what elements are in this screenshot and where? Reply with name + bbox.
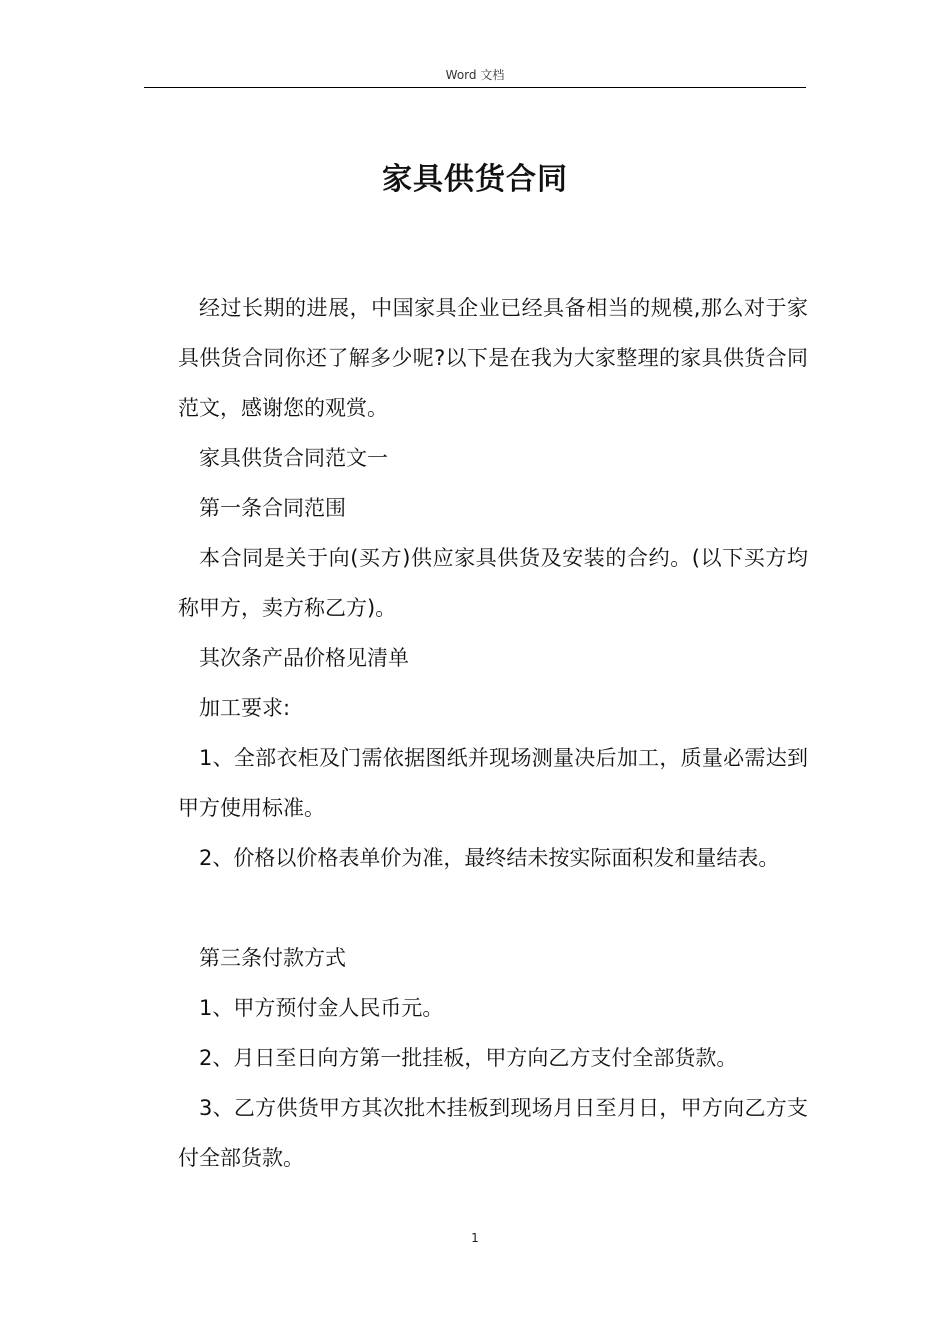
document-title: 家具供货合同 — [382, 162, 568, 197]
article1-heading: 第一条合同范围 — [199, 496, 346, 520]
processing-heading: 加工要求: — [199, 696, 291, 720]
sample-heading: 家具供货合同范文一 — [199, 446, 388, 470]
payment-item-3: 3、乙方供货甲方其次批木挂板到现场月日至月日，甲方向乙方支付全部货款。 — [178, 1096, 808, 1170]
page-number: 1 — [471, 1231, 479, 1245]
processing-item-1: 1、全部衣柜及门需依据图纸并现场测量决后加工，质量必需达到甲方使用标准。 — [178, 746, 808, 820]
article3-heading: 第三条付款方式 — [199, 946, 346, 970]
payment-item-1: 1、甲方预付金人民币元。 — [199, 996, 444, 1020]
processing-item-2: 2、价格以价格表单价为准，最终结未按实际面积发和量结表。 — [199, 846, 780, 870]
intro-paragraph: 经过长期的进展，中国家具企业已经具备相当的规模,那么对于家具供货合同你还了解多少呢?以下是在我为大家整理的家具供货合同范文，感谢您的观赏。 — [178, 296, 808, 420]
paragraph-gap — [178, 883, 808, 933]
payment-item-2: 2、月日至日向方第一批挂板，甲方向乙方支付全部货款。 — [199, 1046, 738, 1070]
document-body — [178, 283, 808, 1183]
page-header-label: Word 文档 — [445, 68, 505, 82]
article1-body: 本合同是关于向(买方)供应家具供货及安装的合约。(以下买方均称甲方，卖方称乙方)。 — [178, 546, 808, 620]
header-divider — [144, 87, 806, 88]
article2-heading: 其次条产品价格见清单 — [199, 646, 409, 670]
